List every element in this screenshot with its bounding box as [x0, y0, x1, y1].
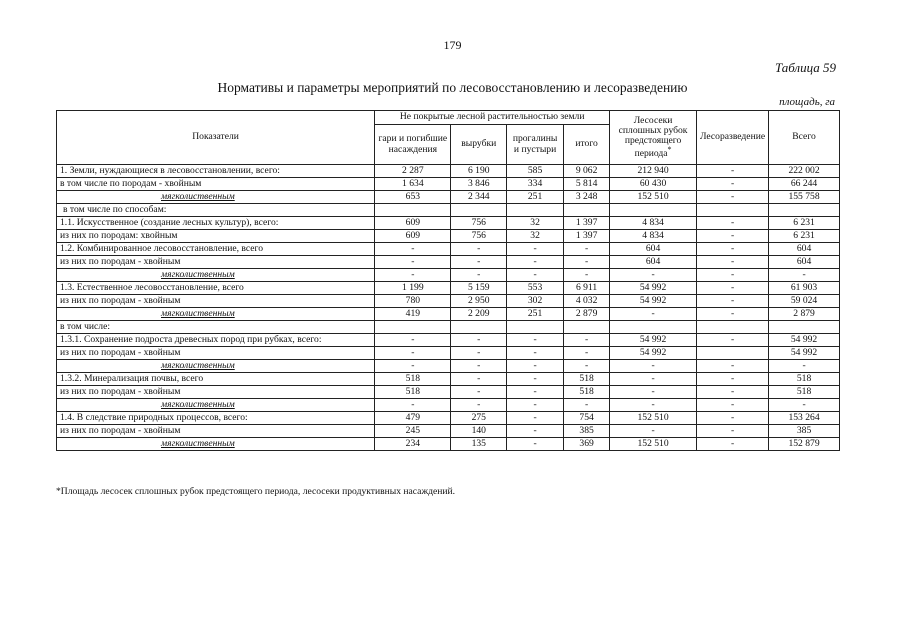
forest-restoration-table — [56, 110, 840, 451]
table-row — [57, 191, 840, 204]
cell-value: 3 846 — [451, 178, 507, 191]
cell-value: - — [769, 399, 840, 412]
cell-value: 609 — [375, 230, 451, 243]
page-number: 179 — [443, 38, 462, 52]
footnote: *Площадь лесосек сплошных рубок предстоящего периода, лесосеки продуктивных насаждений. — [56, 486, 456, 497]
cell-value — [564, 321, 610, 334]
table-title: Нормативы и параметры мероприятий по лесовосстановлению и лесоразведению — [217, 80, 688, 95]
table-row — [57, 360, 840, 373]
table-row — [57, 282, 840, 295]
cell-value: 275 — [451, 412, 507, 425]
cell-value: 135 — [451, 438, 507, 451]
cell-value: - — [610, 308, 697, 321]
cell-value: - — [375, 399, 451, 412]
row-label: 1. Земли, нуждающиеся в лесовосстановлении, всего: — [57, 165, 375, 178]
cell-value: 334 — [507, 178, 564, 191]
table-row — [57, 399, 840, 412]
row-label: 1.2. Комбинированное лесовосстановление, всего — [57, 243, 375, 256]
cell-value: - — [451, 386, 507, 399]
cell-value: 152 510 — [610, 412, 697, 425]
table-row — [57, 438, 840, 451]
cell-value: 518 — [769, 373, 840, 386]
table-row — [57, 308, 840, 321]
units-label: площадь, га — [779, 96, 835, 108]
table-row — [57, 321, 840, 334]
cell-value: 155 758 — [769, 191, 840, 204]
cell-value: 54 992 — [610, 347, 697, 360]
cell-value: 518 — [769, 386, 840, 399]
cell-value: 518 — [375, 386, 451, 399]
cell-value: - — [507, 425, 564, 438]
row-label: мягколиственным — [57, 269, 375, 282]
table-row — [57, 412, 840, 425]
row-label: мягколиственным — [57, 308, 375, 321]
cell-value: 61 903 — [769, 282, 840, 295]
cell-value — [451, 321, 507, 334]
header-indicators: Показатели — [57, 111, 375, 165]
cell-value: 302 — [507, 295, 564, 308]
table-row — [57, 386, 840, 399]
table-row — [57, 425, 840, 438]
cell-value: 2 950 — [451, 295, 507, 308]
cell-value: 234 — [375, 438, 451, 451]
cell-value: - — [375, 256, 451, 269]
cell-value: 152 510 — [610, 191, 697, 204]
cell-value: 419 — [375, 308, 451, 321]
cell-value: 32 — [507, 230, 564, 243]
cell-value: - — [564, 347, 610, 360]
cell-value: 59 024 — [769, 295, 840, 308]
header-total: итого — [564, 125, 610, 165]
table-row — [57, 217, 840, 230]
cell-value — [451, 204, 507, 217]
cell-value — [375, 321, 451, 334]
cell-value: - — [696, 425, 768, 438]
table-row — [57, 230, 840, 243]
cell-value: 152 510 — [610, 438, 697, 451]
cell-value — [769, 204, 840, 217]
table-row — [57, 243, 840, 256]
cell-value: 6 231 — [769, 230, 840, 243]
cell-value: 4 834 — [610, 217, 697, 230]
cell-value: 4 032 — [564, 295, 610, 308]
cell-value: - — [507, 386, 564, 399]
row-label: из них по породам - хвойным — [57, 256, 375, 269]
cell-value: - — [451, 399, 507, 412]
row-label: в том числе: — [57, 321, 375, 334]
cell-value: - — [507, 256, 564, 269]
cell-value — [507, 321, 564, 334]
row-label: мягколиственным — [57, 191, 375, 204]
cell-value: - — [696, 282, 768, 295]
cell-value: 66 244 — [769, 178, 840, 191]
cell-value: - — [564, 256, 610, 269]
cell-value: 9 062 — [564, 165, 610, 178]
cell-value — [769, 321, 840, 334]
cell-value: 2 879 — [564, 308, 610, 321]
cell-value: 140 — [451, 425, 507, 438]
row-label: 1.3. Естественное лесовосстановление, всего — [57, 282, 375, 295]
cell-value: 54 992 — [610, 334, 697, 347]
cell-value: - — [696, 217, 768, 230]
cell-value: 604 — [610, 243, 697, 256]
cell-value: - — [375, 360, 451, 373]
cell-value: - — [696, 412, 768, 425]
cell-value: 54 992 — [769, 334, 840, 347]
table-label: Таблица 59 — [774, 60, 836, 75]
row-label: 1.1. Искусственное (создание лесных культур), всего: — [57, 217, 375, 230]
cell-value: - — [507, 269, 564, 282]
header-fires: гари и погибшие насаждения — [375, 125, 451, 165]
cell-value: 1 397 — [564, 217, 610, 230]
row-label: из них по породам - хвойным — [57, 295, 375, 308]
cell-value: 479 — [375, 412, 451, 425]
row-label: из них по породам - хвойным — [57, 425, 375, 438]
cell-value: 553 — [507, 282, 564, 295]
header-glades: прогалины и пустыри — [507, 125, 564, 165]
cell-value — [696, 321, 768, 334]
cell-value: 54 992 — [769, 347, 840, 360]
row-label: 1.4. В следствие природных процессов, всего: — [57, 412, 375, 425]
cell-value: - — [696, 308, 768, 321]
cell-value: 1 199 — [375, 282, 451, 295]
cell-value: 518 — [564, 373, 610, 386]
row-label: мягколиственным — [57, 399, 375, 412]
cell-value: - — [610, 373, 697, 386]
cell-value: - — [451, 347, 507, 360]
cell-value: 251 — [507, 308, 564, 321]
header-all: Всего — [769, 111, 840, 165]
cell-value: - — [696, 269, 768, 282]
cell-value: 60 430 — [610, 178, 697, 191]
header-uncovered-lands: Не покрытые лесной растительностью земли — [375, 111, 610, 125]
cell-value: 518 — [564, 386, 610, 399]
cell-value: - — [564, 243, 610, 256]
cell-value: - — [507, 438, 564, 451]
row-label: мягколиственным — [57, 360, 375, 373]
cell-value: - — [451, 256, 507, 269]
cell-value: 4 834 — [610, 230, 697, 243]
cell-value — [610, 204, 697, 217]
cell-value — [696, 347, 768, 360]
cell-value: - — [564, 269, 610, 282]
cell-value: - — [451, 243, 507, 256]
cell-value: - — [564, 334, 610, 347]
cell-value: - — [451, 334, 507, 347]
cell-value: 6 911 — [564, 282, 610, 295]
cell-value: 152 879 — [769, 438, 840, 451]
cell-value: - — [451, 269, 507, 282]
cell-value: 2 209 — [451, 308, 507, 321]
cell-value: 369 — [564, 438, 610, 451]
table-row — [57, 165, 840, 178]
cell-value: 6 190 — [451, 165, 507, 178]
cell-value: - — [507, 360, 564, 373]
cell-value: - — [696, 438, 768, 451]
cell-value: 212 940 — [610, 165, 697, 178]
cell-value: 385 — [769, 425, 840, 438]
cell-value: - — [507, 347, 564, 360]
cell-value: - — [507, 399, 564, 412]
cell-value: 780 — [375, 295, 451, 308]
cell-value — [564, 204, 610, 217]
cell-value: 54 992 — [610, 282, 697, 295]
cell-value: 153 264 — [769, 412, 840, 425]
row-label: 1.3.1. Сохранение подроста древесных пород при рубках, всего: — [57, 334, 375, 347]
row-label: в том числе по породам - хвойным — [57, 178, 375, 191]
cell-value: 604 — [769, 243, 840, 256]
cell-value: - — [696, 334, 768, 347]
table-row — [57, 204, 840, 217]
cell-value: - — [564, 399, 610, 412]
table-row — [57, 178, 840, 191]
cell-value — [696, 204, 768, 217]
cell-value: - — [375, 269, 451, 282]
cell-value: 756 — [451, 217, 507, 230]
cell-value: - — [696, 399, 768, 412]
table-row — [57, 295, 840, 308]
cell-value: - — [610, 360, 697, 373]
cell-value: - — [696, 373, 768, 386]
row-label: мягколиственным — [57, 438, 375, 451]
cell-value: 756 — [451, 230, 507, 243]
cell-value: 54 992 — [610, 295, 697, 308]
cell-value: 2 344 — [451, 191, 507, 204]
table-row — [57, 373, 840, 386]
footnote-mark: * — [667, 144, 672, 154]
cell-value: - — [451, 373, 507, 386]
cell-value: 609 — [375, 217, 451, 230]
cell-value — [507, 204, 564, 217]
table-row — [57, 269, 840, 282]
header-clearcut-text: Лесосеки сплошных рубок предстоящего периода — [618, 114, 688, 160]
cell-value: - — [769, 360, 840, 373]
row-label: из них по породам - хвойным — [57, 386, 375, 399]
cell-value: 1 397 — [564, 230, 610, 243]
cell-value: - — [507, 412, 564, 425]
cell-value: 754 — [564, 412, 610, 425]
cell-value: 1 634 — [375, 178, 451, 191]
cell-value: - — [564, 360, 610, 373]
cell-value: - — [696, 230, 768, 243]
cell-value: - — [507, 334, 564, 347]
cell-value: - — [507, 373, 564, 386]
cell-value: - — [451, 360, 507, 373]
header-clearcut — [610, 111, 697, 165]
cell-value: - — [769, 269, 840, 282]
header-cuttings: вырубки — [451, 125, 507, 165]
cell-value: - — [696, 178, 768, 191]
cell-value: - — [696, 243, 768, 256]
cell-value: - — [610, 399, 697, 412]
cell-value: - — [375, 347, 451, 360]
table-row — [57, 334, 840, 347]
cell-value: 604 — [610, 256, 697, 269]
cell-value: 385 — [564, 425, 610, 438]
cell-value — [375, 204, 451, 217]
cell-value — [610, 321, 697, 334]
cell-value: - — [610, 425, 697, 438]
cell-value: 585 — [507, 165, 564, 178]
cell-value: 222 002 — [769, 165, 840, 178]
cell-value: 3 248 — [564, 191, 610, 204]
cell-value: 245 — [375, 425, 451, 438]
cell-value: 32 — [507, 217, 564, 230]
header-afforestation: Лесоразведение — [696, 111, 768, 165]
cell-value: 2 879 — [769, 308, 840, 321]
cell-value: - — [696, 295, 768, 308]
cell-value: 6 231 — [769, 217, 840, 230]
row-label: из них по породам - хвойным — [57, 347, 375, 360]
cell-value: 604 — [769, 256, 840, 269]
row-label: в том числе по способам: — [57, 204, 375, 217]
cell-value: - — [696, 386, 768, 399]
cell-value: - — [696, 360, 768, 373]
row-label: из них по породам: хвойным — [57, 230, 375, 243]
cell-value: 251 — [507, 191, 564, 204]
cell-value: - — [375, 243, 451, 256]
cell-value: 2 287 — [375, 165, 451, 178]
cell-value: - — [696, 256, 768, 269]
cell-value: - — [610, 269, 697, 282]
cell-value: - — [696, 165, 768, 178]
cell-value: - — [696, 191, 768, 204]
cell-value: 5 159 — [451, 282, 507, 295]
cell-value: 518 — [375, 373, 451, 386]
table-row — [57, 256, 840, 269]
table-row — [57, 347, 840, 360]
cell-value: - — [610, 386, 697, 399]
cell-value: - — [507, 243, 564, 256]
row-label: 1.3.2. Минерализация почвы, всего — [57, 373, 375, 386]
cell-value: - — [375, 334, 451, 347]
cell-value: 5 814 — [564, 178, 610, 191]
cell-value: 653 — [375, 191, 451, 204]
